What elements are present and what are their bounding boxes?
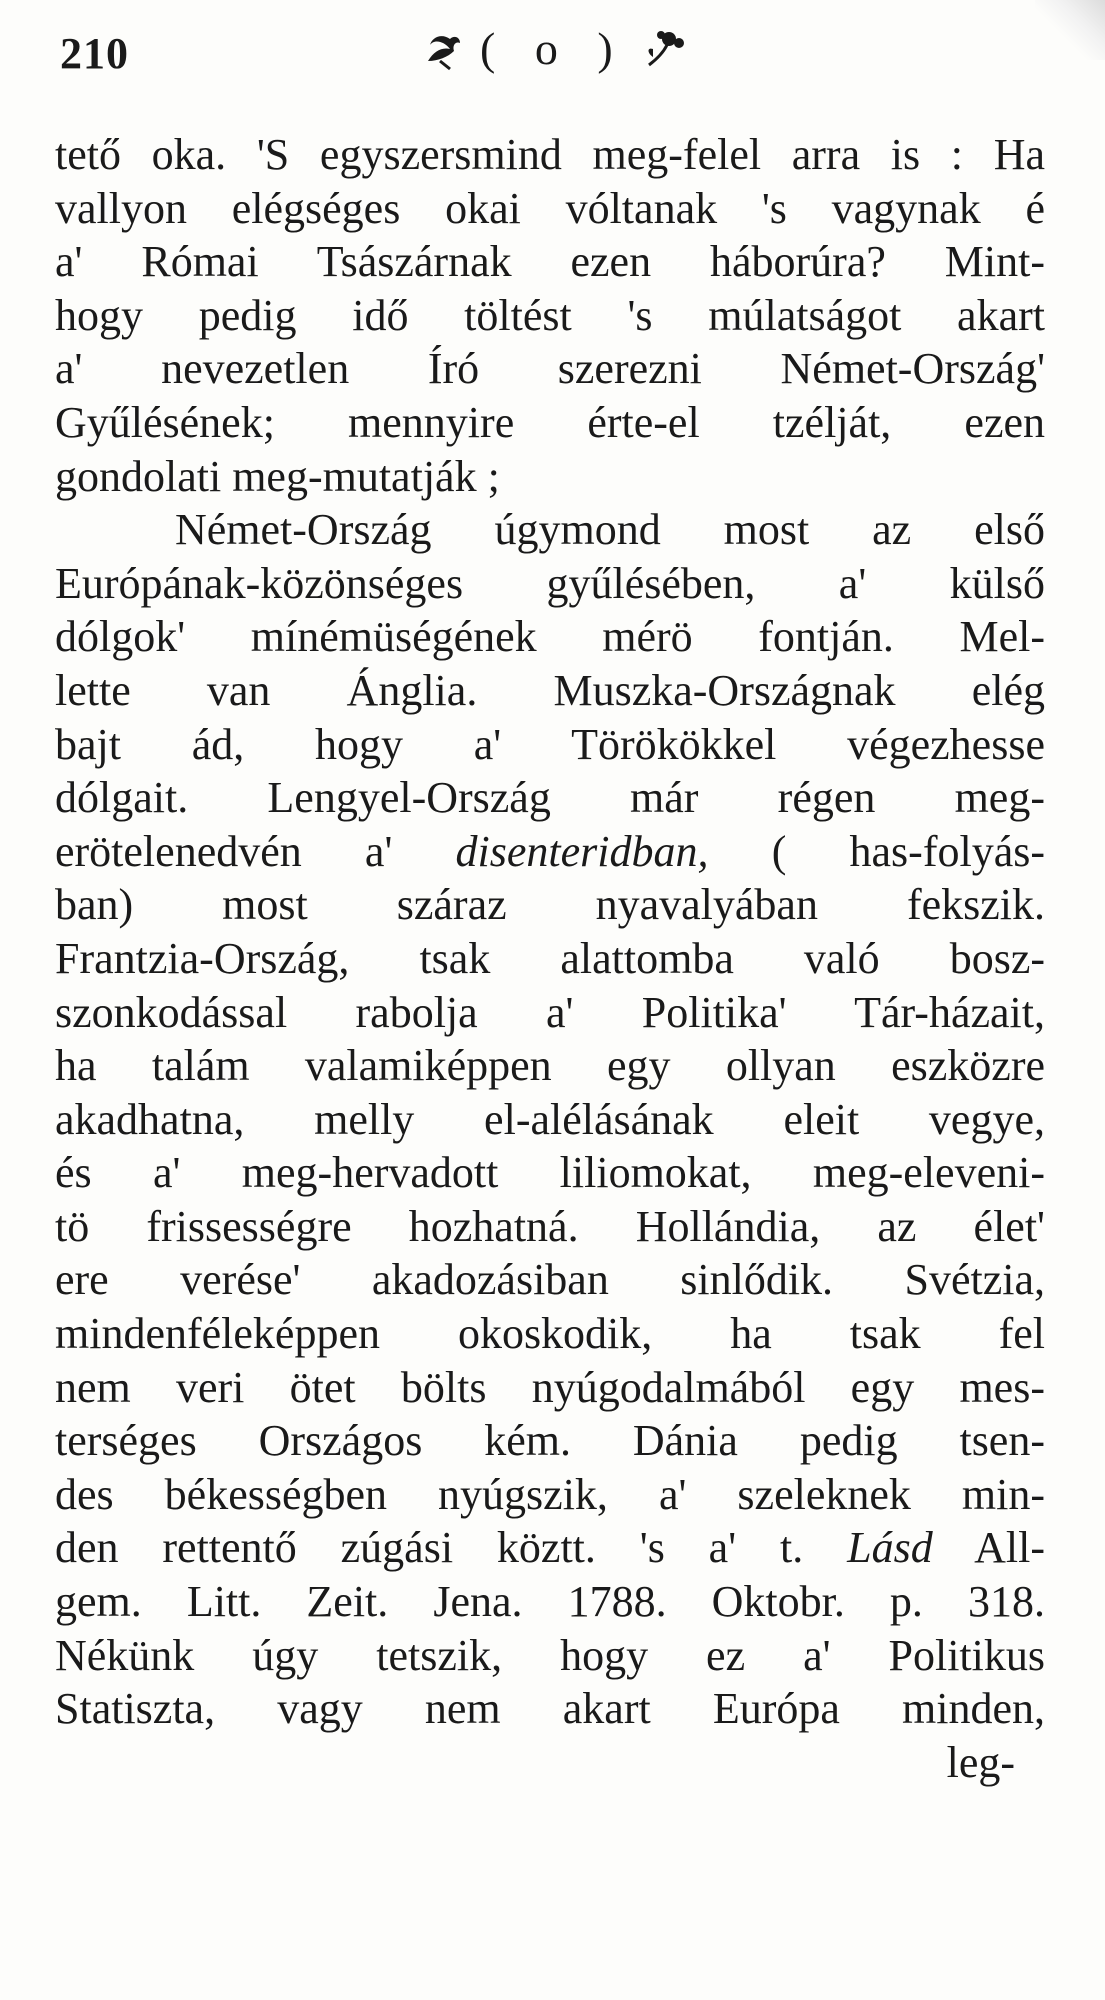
text-line-8: Német-Ország úgymond most az első xyxy=(175,505,1045,555)
text-line-29: Nékünk úgy tetszik, hogy ez a' Politikus xyxy=(55,1630,1045,1680)
left-flower-ornament-icon xyxy=(420,27,464,71)
text-line-14 xyxy=(55,825,1045,879)
text-line-9: Európának-közönséges gyűlésében, a' külső xyxy=(55,558,1045,608)
text-line-1: tető oka. 'S egyszersmind meg-felel arra is : Ha xyxy=(55,130,1045,179)
text-line-4: hogy pedig idő töltést 's múlatságot akart xyxy=(55,290,1045,340)
text-line-28: gem. Litt. Zeit. Jena. 1788. Oktobr. p. 318. xyxy=(55,1577,1045,1627)
running-head-text: ( o ) xyxy=(480,23,627,74)
text-line-10: dólgok' mínémüségének mérö fontján. Mel- xyxy=(55,612,1045,662)
text-line-30: Statiszta, vagy nem akart Európa minden, xyxy=(55,1684,1045,1734)
text-line-2: vallyon elégséges okai vóltanak 's vagynak é xyxy=(55,183,1045,233)
text-line-16: Frantzia-Ország, tsak alattomba való bosz- xyxy=(55,933,1045,983)
body-text xyxy=(55,128,1045,1789)
text-line-24: nem veri ötet bölts nyúgodalmából egy mes- xyxy=(55,1362,1045,1412)
text-line-14-post: ( has-folyás- xyxy=(708,826,1045,876)
page-number: 210 xyxy=(60,29,129,78)
catchword: leg- xyxy=(946,1737,1015,1787)
text-line-21: tö frissességre hozhatná. Hollándia, az élet' xyxy=(55,1201,1045,1251)
page-header xyxy=(60,22,1040,92)
italic-term-disenteridban: disenteridban, xyxy=(455,826,709,876)
text-line-20: és a' meg-hervadott liliomokat, meg-eleveni- xyxy=(55,1148,1045,1198)
text-line-27-post: All- xyxy=(932,1523,1046,1573)
text-line-25: terséges Országos kém. Dánia pedig tsen- xyxy=(55,1416,1045,1466)
text-line-19: akadhatna, melly el-alélásának eleit vegye, xyxy=(55,1094,1045,1144)
text-line-14-pre: erötelenedvén a' xyxy=(55,826,456,876)
text-line-6: Gyűlésének; mennyire érte-el tzélját, ezen xyxy=(55,397,1045,447)
text-line-3: a' Római Tsászárnak ezen háborúra? Mint- xyxy=(55,237,1045,287)
text-line-22: ere verése' akadozásiban sinlődik. Svétzia, xyxy=(55,1255,1045,1305)
italic-term-lasd: Lásd xyxy=(847,1523,933,1573)
text-line-23: mindenféleképpen okoskodik, ha tsak fel xyxy=(55,1309,1045,1359)
running-head xyxy=(420,22,687,75)
text-line-27-pre: den rettentő zúgási köztt. 's a' t. xyxy=(55,1523,848,1573)
text-line-18: ha talám valamiképpen egy ollyan eszközre xyxy=(55,1041,1045,1091)
text-line-26: des békességben nyúgszik, a' szeleknek min- xyxy=(55,1469,1045,1519)
text-line-17: szonkodással rabolja a' Politika' Tár-házait, xyxy=(55,987,1045,1037)
text-line-7: gondolati meg-mutatják ; xyxy=(55,451,500,501)
right-flower-ornament-icon xyxy=(643,27,687,71)
page-corner-shadow xyxy=(1035,0,1105,60)
text-line-12: bajt ád, hogy a' Törökökkel végezhesse xyxy=(55,719,1045,769)
text-line-5: a' nevezetlen Író szerezni Német-Ország' xyxy=(55,344,1045,394)
text-line-13: dólgait. Lengyel-Ország már régen meg- xyxy=(55,773,1045,823)
text-line-11: lette van Ánglia. Muszka-Országnak elég xyxy=(55,665,1045,715)
text-line-15: ban) most száraz nyavalyában fekszik. xyxy=(55,880,1045,930)
text-line-27 xyxy=(55,1521,1045,1575)
